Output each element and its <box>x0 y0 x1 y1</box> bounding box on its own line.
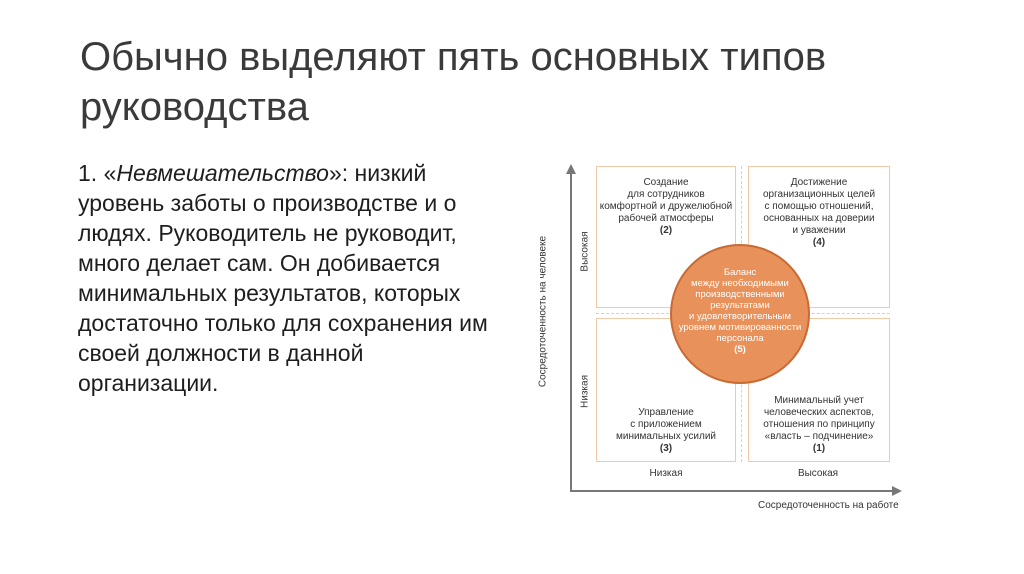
slide-title <box>80 32 980 132</box>
leadership-grid-diagram <box>537 158 900 518</box>
y-tick-high: Высокая <box>579 231 591 272</box>
center-line: персонала <box>716 333 764 344</box>
q1-number: (1) <box>812 443 826 454</box>
q4-line: организационных целей <box>762 189 876 200</box>
body-suffix: »: низкий уровень заботы о производстве и о людях. Руководитель не руководит, много делает сам. Он добивается минимальных результатов, которых достаточно только для сохранения им своей должности в данной организации. <box>78 160 488 396</box>
x-tick-low: Низкая <box>649 468 683 479</box>
q2-number: (2) <box>659 225 673 236</box>
q1-line: отношения по принципу <box>763 419 875 430</box>
y-tick-low: Низкая <box>579 375 591 408</box>
center-line: результатами <box>710 300 770 311</box>
q3-line: Управление <box>638 407 694 418</box>
q3-line: с приложением <box>630 419 702 430</box>
q3-number: (3) <box>659 443 673 454</box>
q2-line: Создание <box>643 177 689 188</box>
balance-circle <box>670 244 810 384</box>
center-number: (5) <box>734 344 746 355</box>
y-axis-title: Сосредоточенность на человеке <box>537 235 549 388</box>
y-axis-arrow-icon <box>566 164 576 174</box>
q1-line: Минимальный учет <box>774 395 864 406</box>
title-line-1: Обычно выделяют пять основных типов <box>80 35 827 79</box>
center-line: уровнем мотивированности <box>678 322 802 333</box>
q4-line: Достижение <box>790 177 848 188</box>
title-line-2: руководства <box>80 85 309 129</box>
center-line: производственными <box>695 289 785 300</box>
q1-line: человеческих аспектов, <box>763 407 875 418</box>
x-axis-arrow-icon <box>892 486 902 496</box>
x-tick-high: Высокая <box>797 468 839 479</box>
center-line: Баланс <box>723 267 757 278</box>
q4-number: (4) <box>812 237 826 248</box>
body-prefix: 1. « <box>78 160 117 186</box>
x-axis-line <box>570 490 896 492</box>
center-line: между необходимыми <box>691 278 789 289</box>
body-paragraph <box>78 158 508 398</box>
q4-line: и уважении <box>792 225 846 236</box>
center-line: и удовлетворительным <box>688 311 792 322</box>
q1-line: «власть – подчинение» <box>764 431 874 442</box>
body-italic-term: Невмешательство <box>116 160 329 186</box>
y-axis-line <box>570 172 572 492</box>
q2-line: рабочей атмосферы <box>618 213 714 224</box>
q3-line: минимальных усилий <box>615 431 717 442</box>
q4-line: с помощью отношений, <box>764 201 874 212</box>
q4-line: основанных на доверии <box>763 213 875 224</box>
q2-line: комфортной и дружелюбной <box>599 201 733 212</box>
x-axis-title: Сосредоточенность на работе <box>758 500 899 511</box>
q2-line: для сотрудников <box>627 189 705 200</box>
